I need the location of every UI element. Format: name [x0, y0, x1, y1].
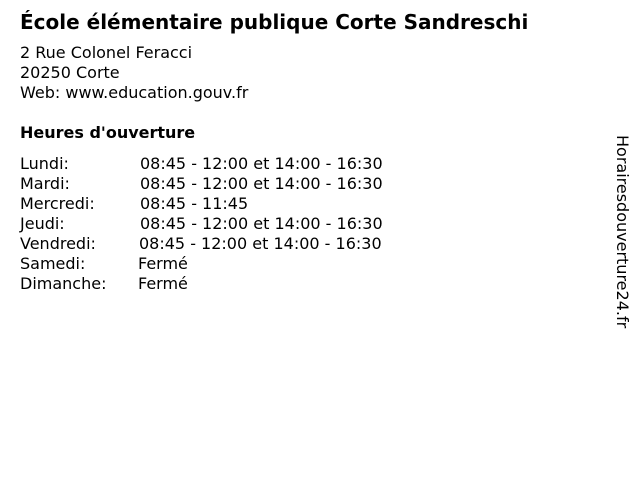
day-label: Mardi:: [20, 174, 70, 193]
day-label: Samedi:: [20, 254, 86, 273]
hours-heading: Heures d'ouverture: [20, 123, 196, 142]
site-brand-watermark: Horairesdouverture24.fr: [613, 135, 632, 329]
day-hours: 08:45 - 12:00 et 14:00 - 16:30: [140, 154, 383, 173]
day-label: Jeudi:: [20, 214, 65, 233]
day-hours: 08:45 - 12:00 et 14:00 - 16:30: [139, 234, 382, 253]
address-street: 2 Rue Colonel Feracci: [20, 43, 193, 62]
address-city: 20250 Corte: [20, 63, 120, 82]
day-label: Mercredi:: [20, 194, 95, 213]
day-label: Vendredi:: [20, 234, 96, 253]
website-text: Web: www.education.gouv.fr: [20, 83, 249, 102]
address-block: [20, 43, 248, 103]
day-hours: Fermé: [138, 254, 188, 273]
day-hours: 08:45 - 11:45: [140, 194, 249, 213]
day-hours: Fermé: [138, 274, 188, 293]
day-hours: 08:45 - 12:00 et 14:00 - 16:30: [140, 174, 383, 193]
day-label: Lundi:: [20, 154, 69, 173]
day-hours: 08:45 - 12:00 et 14:00 - 16:30: [140, 214, 383, 233]
day-label: Dimanche:: [20, 274, 107, 293]
school-name: École élémentaire publique Corte Sandreschi: [20, 10, 529, 34]
